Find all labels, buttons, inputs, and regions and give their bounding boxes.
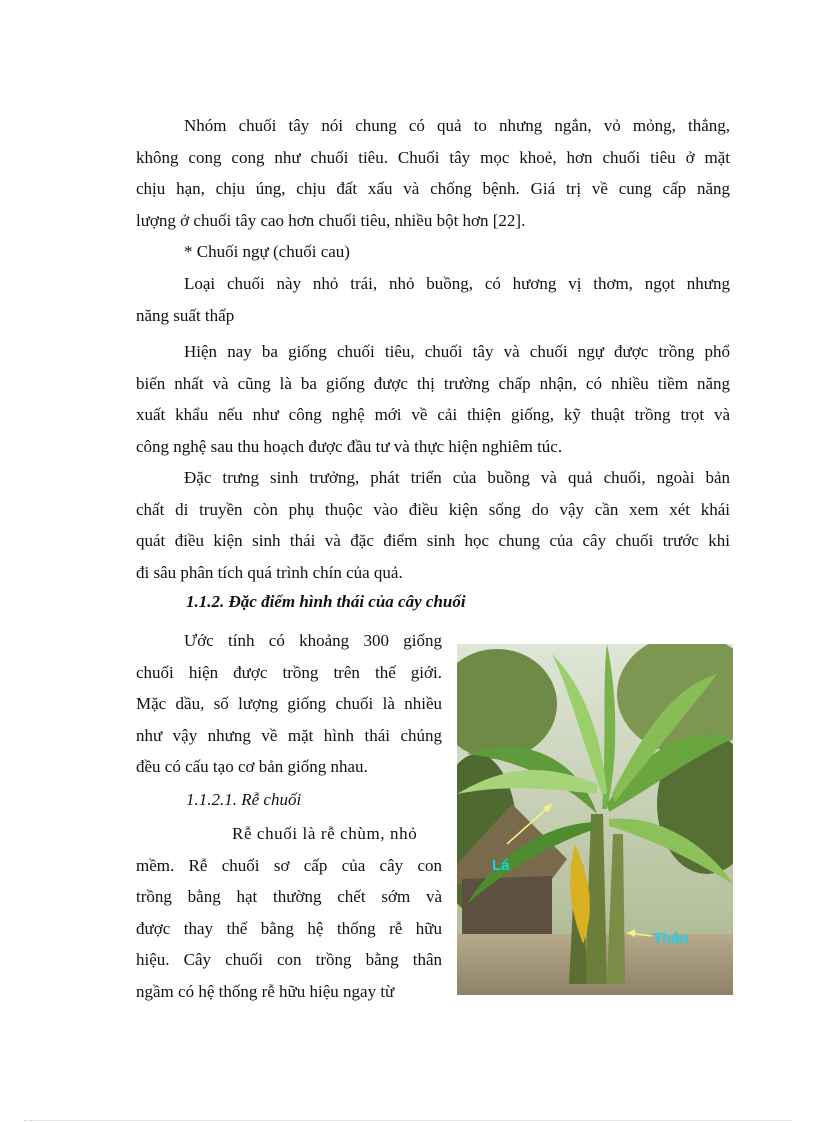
text-line: năng suất thấp — [136, 305, 235, 325]
paragraph-chuoi-ngu — [136, 268, 730, 331]
text-line: * Chuối ngự (chuối cau) — [184, 242, 350, 261]
text-line: Hiện nay ba giống chuối tiêu, chuối tây và chuối ngự được trồng phổ — [184, 342, 730, 361]
text-line: được thay thế bằng hệ thống rễ hữu — [136, 918, 442, 938]
section-heading: 1.1.2. Đặc điểm hình thái của cây chuối — [186, 592, 466, 611]
text-line: trồng bằng hạt thường chết sớm và — [136, 887, 442, 906]
paragraph-chuoi-tay — [136, 110, 730, 236]
stem-label: Thân — [653, 930, 689, 947]
text-line: chất di truyền còn phụ thuộc vào điều kiện sống do vậy cần xem xét khái — [136, 499, 730, 519]
text-line: mềm. Rễ chuối sơ cấp của cây con — [136, 855, 442, 875]
text-line: xuất khẩu nếu như công nghệ mới về cải thiện giống, kỹ thuật trồng trọt và — [136, 405, 730, 424]
text-line: Nhóm chuối tây nói chung có quả to nhưng ngắn, vỏ mỏng, thẳng, — [184, 116, 730, 135]
text-line: đều có cấu tạo cơ bản giống nhau. — [136, 757, 368, 776]
banana-plant-illustration — [457, 644, 733, 995]
text-line: đi sâu phân tích quá trình chín của quả. — [136, 562, 403, 582]
paragraph-ba-giong — [136, 336, 730, 462]
banana-plant-photo — [457, 644, 733, 995]
text-line: Rễ chuối là rễ chùm, nhỏ — [232, 824, 418, 843]
text-line: quát điều kiện sinh thái và đặc điểm sinh học chung của cây chuối trước khi — [136, 531, 730, 550]
leaf-label: Lá — [492, 857, 510, 874]
text-line: Đặc trưng sinh trưởng, phát triển của buồng và quả chuối, ngoài bản — [184, 468, 730, 487]
paragraph-re-chuoi — [136, 818, 460, 1007]
paragraph-so-luong-giong — [136, 625, 442, 783]
text-line: biến nhất và cũng là ba giống được thị trường chấp nhận, có nhiều tiềm năng — [136, 373, 730, 393]
text-line: ngầm có hệ thống rễ hữu hiệu ngay từ — [136, 981, 395, 1001]
text-line: chuối hiện được trồng trên thế giới. — [136, 662, 442, 682]
text-line: hiệu. Cây chuối con trồng bằng thân — [136, 950, 442, 969]
text-line: chịu hạn, chịu úng, chịu đất xấu và chống bệnh. Giá trị về cung cấp năng — [136, 179, 730, 198]
text-line: không cong cong như chuối tiêu. Chuối tây mọc khoẻ, hơn chuối tiêu ở mặt — [136, 147, 730, 167]
paragraph-dac-trung — [136, 462, 730, 588]
text-line: lượng ở chuối tây cao hơn chuối tiêu, nhiều bột hơn [22]. — [136, 210, 526, 230]
page-bottom-rule — [24, 1120, 792, 1121]
text-line: như vậy nhưng về mặt hình thái chúng — [136, 725, 442, 745]
subsection-heading: 1.1.2.1. Rễ chuối — [186, 790, 302, 809]
text-line: Ước tính có khoảng 300 giống — [184, 631, 442, 650]
text-line: Loại chuối này nhỏ trái, nhỏ buồng, có hương vị thơm, ngọt nhưng — [184, 274, 730, 293]
text-line: Mặc dầu, số lượng giống chuối là nhiều — [136, 694, 442, 713]
text-line: công nghệ sau thu hoạch được đầu tư và thực hiện nghiêm túc. — [136, 436, 563, 456]
paragraph-chuoi-ngu-title — [136, 236, 730, 268]
